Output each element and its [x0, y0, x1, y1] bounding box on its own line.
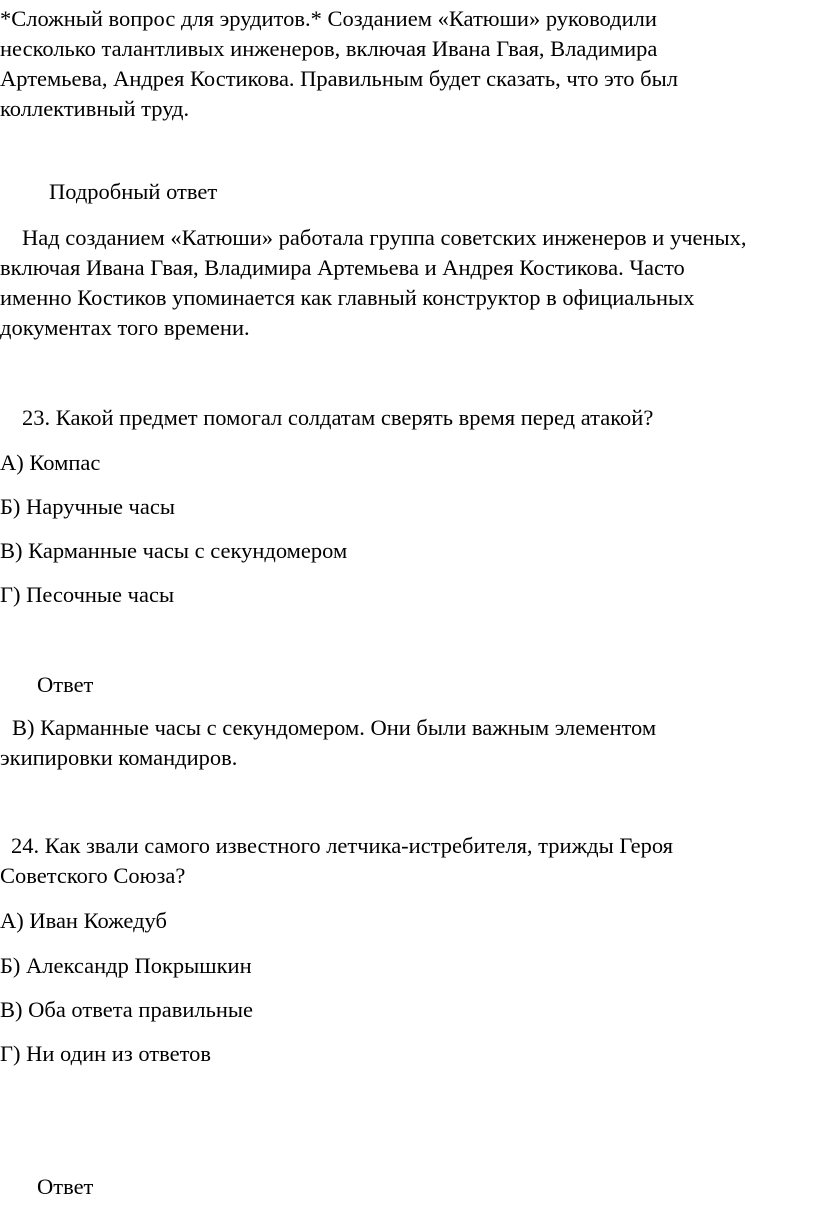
question-24-text: [0, 831, 816, 891]
detailed-answer-line: включая Ивана Гвая, Владимира Артемьева и Андрея Костикова. Часто: [0, 255, 685, 280]
question-24-option: Г) Ни один из ответов: [0, 1041, 212, 1066]
question-23-option: Б) Наручные часы: [0, 494, 175, 519]
question-23-answer-heading: Ответ: [37, 672, 94, 697]
detailed-answer-line: именно Костиков упоминается как главный конструктор в официальных: [0, 285, 695, 310]
question-23-option: В) Карманные часы с секундомером: [0, 538, 348, 563]
question-23-answer: [0, 713, 816, 773]
question-23-option: А) Компас: [0, 450, 101, 475]
intro-paragraph: [0, 4, 816, 124]
question-23-answer-line: В) Карманные часы с секундомером. Они были важным элементом: [12, 715, 657, 740]
question-24-answer-heading: Ответ: [37, 1174, 94, 1199]
question-23-text: 23. Какой предмет помогал солдатам сверять время перед атакой?: [22, 405, 654, 430]
intro-line: *Сложный вопрос для эрудитов.* Созданием «Катюши» руководили: [0, 6, 657, 31]
question-23-option: Г) Песочные часы: [0, 582, 175, 607]
question-24-line: Советского Союза?: [0, 863, 186, 888]
question-23-answer-line: экипировки командиров.: [0, 745, 238, 770]
detailed-answer-heading: Подробный ответ: [49, 179, 218, 204]
question-24-option: А) Иван Кожедуб: [0, 908, 167, 933]
detailed-answer-line: Над созданием «Катюши» работала группа советских инженеров и ученых,: [22, 225, 747, 250]
intro-line: несколько талантливых инженеров, включая Ивана Гвая, Владимира: [0, 36, 658, 61]
intro-line: Артемьева, Андрея Костикова. Правильным будет сказать, что это был: [0, 66, 678, 91]
detailed-answer-line: документах того времени.: [0, 315, 250, 340]
question-24-option: В) Оба ответа правильные: [0, 997, 253, 1022]
question-24-line: 24. Как звали самого известного летчика-истребителя, трижды Героя: [11, 833, 674, 858]
question-24-option: Б) Александр Покрышкин: [0, 953, 252, 978]
intro-line: коллективный труд.: [0, 96, 190, 121]
detailed-answer-paragraph: [0, 223, 816, 343]
